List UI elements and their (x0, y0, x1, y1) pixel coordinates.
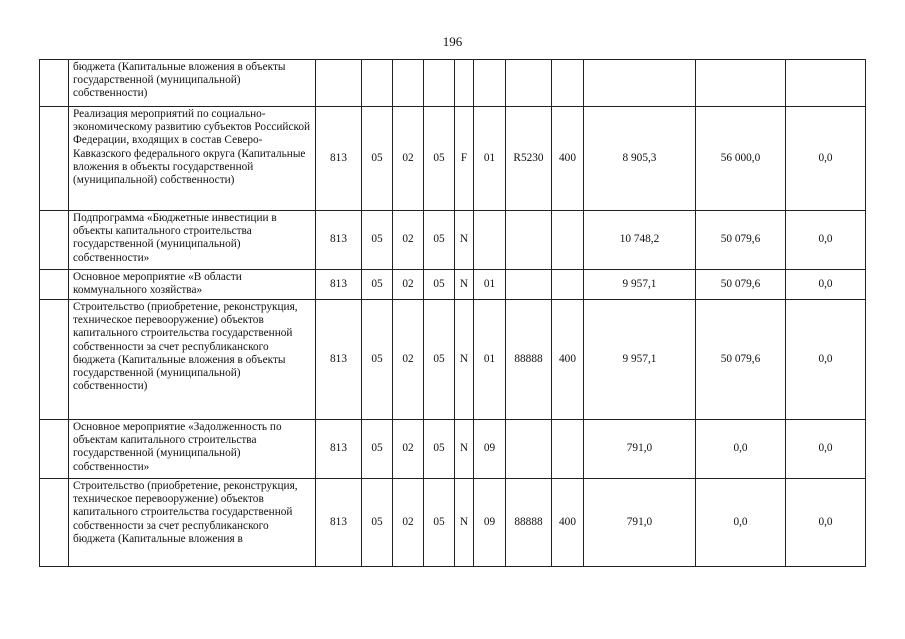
cell-amount-1: 9 957,1 (584, 300, 696, 420)
cell-event: 01 (474, 300, 506, 420)
cell-index (40, 300, 69, 420)
cell-direction (506, 420, 552, 479)
cell-direction: 88888 (506, 300, 552, 420)
cell-pr: 02 (393, 270, 424, 300)
cell-subprogram: N (455, 211, 474, 270)
cell-amount-2: 56 000,0 (696, 107, 786, 211)
cell-event (474, 60, 506, 107)
table-row (40, 107, 866, 211)
cell-pr (393, 60, 424, 107)
cell-name: Строительство (приобретение, реконструкция, техническое перевооружение) объектов капитального строительства государственной собственности за счет республиканского бюджета (Капитальные вложения в (69, 479, 316, 567)
table-row (40, 420, 866, 479)
table-row (40, 300, 866, 420)
cell-amount-2: 0,0 (696, 479, 786, 567)
cell-index (40, 60, 69, 107)
cell-amount-2: 50 079,6 (696, 270, 786, 300)
cell-event (474, 211, 506, 270)
cell-expense-type (552, 211, 584, 270)
page-number: 196 (442, 34, 463, 49)
cell-program: 05 (424, 270, 455, 300)
cell-expense-type (552, 270, 584, 300)
cell-amount-1: 10 748,2 (584, 211, 696, 270)
cell-subprogram: N (455, 270, 474, 300)
cell-program: 05 (424, 211, 455, 270)
cell-name: Подпрограмма «Бюджетные инвестиции в объекты капитального строительства государственной (муниципальной) собственности» (69, 211, 316, 270)
cell-ved: 813 (316, 107, 362, 211)
cell-pr: 02 (393, 300, 424, 420)
cell-ved: 813 (316, 211, 362, 270)
cell-pr: 02 (393, 107, 424, 211)
cell-ved: 813 (316, 479, 362, 567)
cell-rz: 05 (362, 211, 393, 270)
cell-pr: 02 (393, 211, 424, 270)
cell-amount-3: 0,0 (786, 420, 866, 479)
cell-expense-type (552, 60, 584, 107)
cell-event: 01 (474, 270, 506, 300)
cell-index (40, 420, 69, 479)
cell-ved: 813 (316, 300, 362, 420)
cell-name: Строительство (приобретение, реконструкция, техническое перевооружение) объектов капитального строительства государственной собственности за счет республиканского бюджета (Капитальные вложения в объекты государственной (муниципальной) собственности) (69, 300, 316, 420)
cell-expense-type: 400 (552, 479, 584, 567)
cell-name: Реализация мероприятий по социально-экономическому развитию субъектов Российской Федерации, входящих в состав Северо-Кавказского федерального округа (Капитальные вложения в объекты государственной (муниципальной) собственности) (69, 107, 316, 211)
cell-amount-2: 50 079,6 (696, 300, 786, 420)
cell-amount-3: 0,0 (786, 479, 866, 567)
cell-subprogram: N (455, 420, 474, 479)
cell-subprogram: N (455, 300, 474, 420)
cell-amount-3: 0,0 (786, 107, 866, 211)
cell-direction (506, 270, 552, 300)
cell-direction: 88888 (506, 479, 552, 567)
cell-amount-1: 791,0 (584, 420, 696, 479)
cell-amount-1 (584, 60, 696, 107)
cell-event: 09 (474, 420, 506, 479)
table-row (40, 211, 866, 270)
cell-name: Основное мероприятие «В области коммунального хозяйства» (69, 270, 316, 300)
cell-expense-type (552, 420, 584, 479)
cell-program: 05 (424, 300, 455, 420)
cell-subprogram: F (455, 107, 474, 211)
cell-program: 05 (424, 107, 455, 211)
cell-subprogram: N (455, 479, 474, 567)
cell-amount-3: 0,0 (786, 211, 866, 270)
cell-direction: R5230 (506, 107, 552, 211)
cell-pr: 02 (393, 420, 424, 479)
cell-subprogram (455, 60, 474, 107)
cell-ved (316, 60, 362, 107)
cell-amount-3: 0,0 (786, 270, 866, 300)
cell-amount-1: 8 905,3 (584, 107, 696, 211)
cell-program (424, 60, 455, 107)
table-row (40, 60, 866, 107)
budget-table (39, 59, 866, 567)
cell-amount-2: 50 079,6 (696, 211, 786, 270)
cell-event: 01 (474, 107, 506, 211)
cell-rz: 05 (362, 107, 393, 211)
cell-amount-1: 9 957,1 (584, 270, 696, 300)
cell-rz (362, 60, 393, 107)
cell-event: 09 (474, 479, 506, 567)
cell-expense-type: 400 (552, 107, 584, 211)
table-row (40, 479, 866, 567)
cell-rz: 05 (362, 270, 393, 300)
cell-direction (506, 60, 552, 107)
cell-index (40, 270, 69, 300)
cell-index (40, 107, 69, 211)
cell-amount-2: 0,0 (696, 420, 786, 479)
cell-name: Основное мероприятие «Задолженность по объектам капитального строительства государственной (муниципальной) собственности» (69, 420, 316, 479)
cell-program: 05 (424, 420, 455, 479)
cell-name: бюджета (Капитальные вложения в объекты государственной (муниципальной) собственности) (69, 60, 316, 107)
cell-rz: 05 (362, 300, 393, 420)
cell-pr: 02 (393, 479, 424, 567)
cell-amount-3: 0,0 (786, 300, 866, 420)
cell-amount-2 (696, 60, 786, 107)
cell-ved: 813 (316, 420, 362, 479)
cell-index (40, 479, 69, 567)
cell-index (40, 211, 69, 270)
cell-expense-type: 400 (552, 300, 584, 420)
cell-rz: 05 (362, 479, 393, 567)
cell-rz: 05 (362, 420, 393, 479)
cell-direction (506, 211, 552, 270)
cell-amount-3 (786, 60, 866, 107)
cell-program: 05 (424, 479, 455, 567)
cell-ved: 813 (316, 270, 362, 300)
table-row (40, 270, 866, 300)
cell-amount-1: 791,0 (584, 479, 696, 567)
